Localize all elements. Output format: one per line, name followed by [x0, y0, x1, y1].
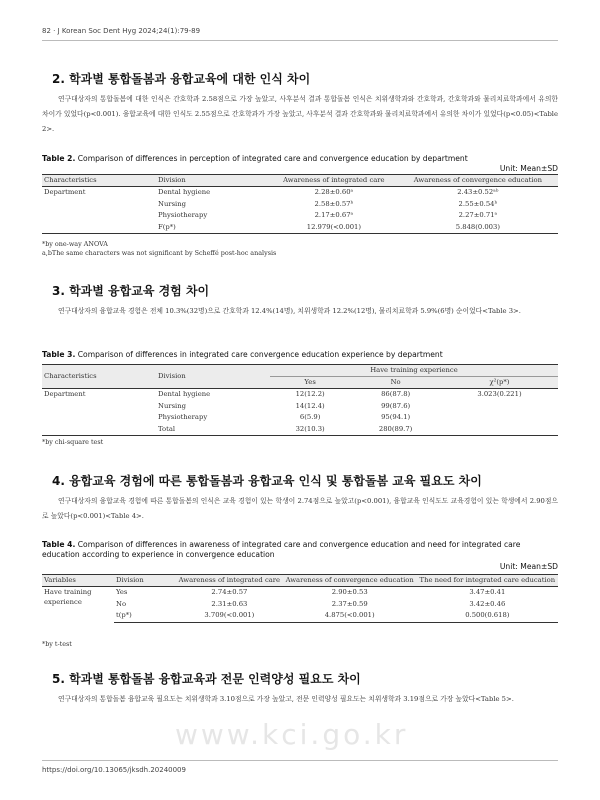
- table-2-label: Table 2.: [42, 154, 76, 163]
- table-cell: [441, 424, 558, 436]
- table-cell: 5.848(0.003): [398, 222, 558, 234]
- table-cell: 0.500(0.618): [417, 610, 558, 622]
- table-cell: F(p*): [156, 222, 270, 234]
- table-4-caption: [42, 540, 558, 560]
- table-cell: 12.979(<0.001): [270, 222, 398, 234]
- table-cell: Total: [156, 424, 270, 436]
- table-cell: Yes: [116, 588, 128, 596]
- section-3-paragraph: [42, 304, 558, 319]
- table-row: [42, 587, 558, 599]
- table-row: [42, 610, 558, 622]
- table-cell: Department: [44, 390, 86, 398]
- table-3: [42, 364, 558, 436]
- section-3-text: 연구대상자의 융합교육 경험은 전체 10.3%(32명)으로 간호학과 12.4%(14명), 치위생학과 12.2%(12명), 물리치료학과 5.9%(6명) 순이었다<Table 3>.: [58, 307, 521, 315]
- running-head: 82 · J Korean Soc Dent Hyg 2024;24(1):79-89: [42, 27, 201, 35]
- table-cell: 99(87.6): [381, 401, 411, 410]
- table-4-header: Awareness of convergence education: [283, 575, 417, 587]
- section-5-text: 연구대상자의 통합돌봄 융합교육 필요도는 치위생학과 3.10점으로 가장 높았고, 전문 인력양성 필요도는 치위생학과 3.19점으로 가장 높았다<Table 5>.: [58, 695, 514, 703]
- table-2-caption-text: Comparison of differences in perception of integrated care and convergence education by department: [77, 154, 468, 163]
- table-3-label: Table 3.: [42, 350, 76, 359]
- section-4-title: 4. 융합교육 경험에 따른 통합돌봄과 융합교육 인식 및 통합돌봄 교육 필요도 차이: [52, 474, 482, 488]
- table-cell: 3.709(<0.001): [176, 610, 283, 622]
- header-rule: [42, 40, 558, 41]
- table-row: [42, 210, 558, 222]
- table-cell: No: [116, 599, 127, 608]
- table-cell: [42, 401, 156, 413]
- table-4-header: Variables: [42, 575, 114, 587]
- table-cell: 2.74±0.57: [211, 588, 248, 596]
- table-cell: Dental hygiene: [158, 188, 211, 196]
- watermark: www.kci.go.kr: [175, 718, 409, 751]
- table-cell: t(p*): [114, 610, 176, 622]
- table-4-caption-text: Comparison of differences in awareness of integrated care and convergence education and need for integrated care education according to experience in convergence education: [42, 540, 521, 559]
- table-3-header: Yes: [270, 377, 350, 389]
- table-4-note-1: *by t-test: [42, 640, 72, 648]
- table-cell: 4.875(<0.001): [283, 610, 417, 622]
- table-cell: Nursing: [158, 401, 186, 410]
- table-cell: Nursing: [158, 199, 186, 208]
- table-4-header: Division: [114, 575, 176, 587]
- table-cell: 2.28±0.60ᵃ: [314, 188, 354, 196]
- table-cell: 12(12.2): [295, 390, 325, 398]
- table-3-caption-text: Comparison of differences in integrated care convergence education experience by department: [77, 350, 443, 359]
- table-row: [42, 389, 558, 401]
- table-cell: [42, 412, 156, 424]
- table-2-note-2: a,bThe same characters was not significant by Scheffé post-hoc analysis: [42, 249, 277, 257]
- table-2-caption: [42, 154, 558, 164]
- table-cell: 32(10.3): [270, 424, 350, 436]
- table-2-unit: Unit: Mean±SD: [499, 164, 558, 173]
- section-2-title: 2. 학과별 통합돌봄과 융합교육에 대한 인식 차이: [52, 72, 311, 86]
- section-4-text: 연구대상자의 융합교육 경험에 따른 통합돌봄의 인식은 교육 경험이 있는 학생이 2.74점으로 높았고(p<0.001), 융합교육 인식도도 교육경험이 있는 학생에서 2.90점으로 높았다(p<0.001)<Table 4>.: [42, 497, 558, 520]
- table-2: [42, 174, 558, 234]
- table-2-header: Awareness of integrated care: [270, 175, 398, 187]
- table-cell: 2.27±0.71ᵃ: [458, 211, 498, 219]
- table-3-header: Division: [156, 365, 270, 389]
- table-cell: [42, 222, 156, 234]
- table-cell: [441, 412, 558, 424]
- table-cell: 280(89.7): [350, 424, 441, 436]
- table-row: [42, 199, 558, 211]
- table-cell: 95(94.1): [381, 413, 411, 421]
- table-cell: Department: [44, 188, 86, 196]
- table-cell: 14(12.4): [295, 401, 325, 410]
- footer-rule: [42, 760, 558, 761]
- table-cell: 86(87.8): [381, 390, 411, 398]
- table-cell: Dental hygiene: [158, 390, 211, 398]
- section-5-title: 5. 학과별 통합돌봄 융합교육과 전문 인력양성 필요도 차이: [52, 672, 361, 686]
- table-2-header: Characteristics: [42, 175, 156, 187]
- section-2-paragraph: [42, 92, 558, 137]
- section-3-title: 3. 학과별 융합교육 경험 차이: [52, 284, 210, 298]
- table-4-label: Table 4.: [42, 540, 76, 549]
- table-2-header: Division: [156, 175, 270, 187]
- table-row: [42, 412, 558, 424]
- table-cell: 3.47±0.41: [469, 588, 506, 596]
- table-3-header: χ²(p*): [441, 377, 558, 389]
- table-4-header: The need for integrated care education: [417, 575, 558, 587]
- table-3-note-1: *by chi-square test: [42, 438, 104, 446]
- table-4: [42, 574, 558, 623]
- table-2-header: Awareness of convergence education: [398, 175, 558, 187]
- table-cell: [42, 210, 156, 222]
- table-row: [42, 401, 558, 413]
- table-cell: 2.43±0.52ᵃᵇ: [457, 188, 499, 196]
- table-2-note-1: *by one-way ANOVA: [42, 240, 108, 248]
- table-4-unit: Unit: Mean±SD: [499, 562, 558, 571]
- table-row: [42, 187, 558, 199]
- doi-footer: https://doi.org/10.13065/jksdh.20240009: [42, 766, 186, 774]
- table-cell: [42, 424, 156, 436]
- table-cell: 2.31±0.63: [211, 599, 248, 608]
- table-cell: 2.90±0.53: [331, 588, 368, 596]
- table-cell: Physiotherapy: [158, 211, 208, 219]
- section-2-text: 연구대상자의 통합돌봄에 대한 인식은 간호학과 2.58점으로 가장 높았고, 사후분석 결과 통합돌봄 인식은 치위생학과와 간호학과, 간호학과와 물리치료학과에서 유의한 차이가 있었다(p<0.001). 융합교육에 대한 인식도 2.55점으로 간호학과가 가장 높았고, 사후분석 결과 간호학과와 물리치료학과에서 유의한 차이가 있었다(p<0.05)<Table 2>.: [42, 95, 558, 133]
- table-cell: 2.37±0.59: [331, 599, 368, 608]
- table-3-header: Have training experience: [270, 365, 558, 377]
- table-3-header: No: [350, 377, 441, 389]
- table-3-caption: [42, 350, 558, 360]
- section-4-paragraph: [42, 494, 558, 524]
- section-5-paragraph: [42, 692, 558, 707]
- table-4-header: Awareness of integrated care: [176, 575, 283, 587]
- table-cell: 2.17±0.67ᵃ: [314, 211, 354, 219]
- table-3-header: Characteristics: [42, 365, 156, 389]
- table-cell: 2.58±0.57ᵇ: [314, 199, 354, 208]
- table-cell: 3.023(0.221): [477, 390, 522, 398]
- table-row: [42, 424, 558, 436]
- table-row: [42, 222, 558, 234]
- table-cell: Have training experience: [44, 588, 92, 606]
- table-cell: 2.55±0.54ᵇ: [458, 199, 498, 208]
- table-cell: [441, 401, 558, 413]
- table-row: [42, 599, 558, 611]
- table-cell: [42, 199, 156, 211]
- table-cell: 6(5.9): [299, 413, 321, 421]
- table-cell: 3.42±0.46: [469, 599, 506, 608]
- table-cell: Physiotherapy: [158, 413, 208, 421]
